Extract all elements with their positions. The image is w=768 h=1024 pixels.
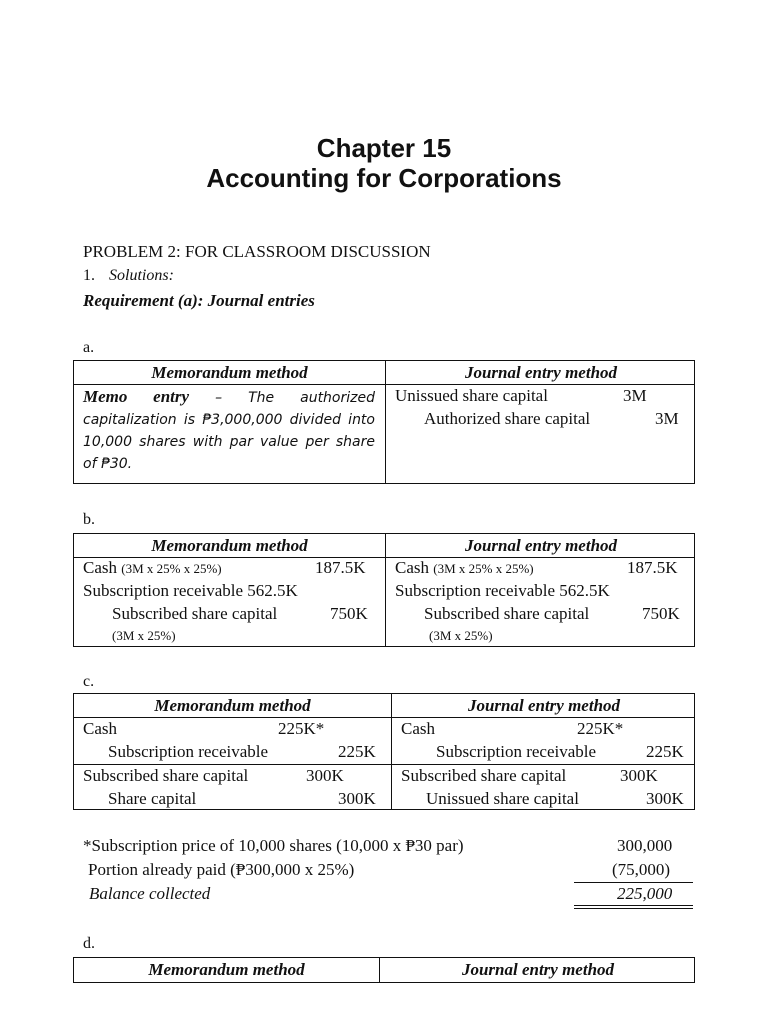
- table-b: [73, 533, 695, 647]
- header-journal: Journal entry method: [467, 696, 621, 715]
- memo-entry-bold: Memo entry: [83, 387, 190, 406]
- section-c-label: c.: [83, 673, 95, 690]
- journal-b-cash-note: (3M x 25% x 25%): [433, 561, 534, 576]
- header-memo: Memorandum method: [154, 696, 311, 715]
- journal-c-cash-amt: 225K*: [577, 719, 624, 738]
- memo-c-subrec: Subscription receivable: [108, 742, 269, 761]
- subtotal-rule: [574, 882, 693, 883]
- memo-b-cash-note: (3M x 25% x 25%): [121, 561, 222, 576]
- section-d-label: d.: [83, 935, 95, 952]
- journal-b-note: (3M x 25%): [429, 628, 493, 643]
- journal-c-unissued: Unissued share capital: [426, 789, 579, 808]
- memo-c-cash: Cash: [83, 719, 117, 738]
- memo-b-cash: [83, 558, 222, 578]
- memo-b-cash-label: Cash: [83, 558, 117, 577]
- computation-line1: *Subscription price of 10,000 shares (10,000 x ₱30 par): [83, 836, 464, 855]
- chapter-title: Accounting for Corporations: [206, 163, 562, 193]
- solutions-number: 1.: [83, 267, 95, 284]
- header-journal: Journal entry method: [461, 960, 615, 979]
- computation-line2: Portion already paid (₱300,000 x 25%): [88, 860, 355, 879]
- chapter-number: Chapter 15: [316, 133, 452, 163]
- requirement-heading: Requirement (a): Journal entries: [83, 291, 315, 310]
- memo-b-subcap: Subscribed share capital: [112, 604, 278, 623]
- journal-b-subrec: Subscription receivable 562.5K: [395, 581, 610, 600]
- memo-c-sharecap: Share capital: [108, 789, 197, 808]
- table-d: [73, 957, 695, 983]
- header-memo: Memorandum method: [151, 363, 308, 382]
- header-memo: Memorandum method: [151, 536, 308, 555]
- journal-c-subcap: Subscribed share capital: [401, 766, 567, 785]
- journal-c-subrec-amt: 225K: [646, 742, 684, 761]
- solutions-label: Solutions:: [109, 267, 174, 284]
- total-rule-2: [574, 908, 693, 909]
- journal-b-subcap-amt: 750K: [642, 604, 680, 623]
- journal-c-subcap-amt: 300K: [620, 766, 658, 785]
- memo-entry: [83, 386, 375, 475]
- computation-amt2: (75,000): [612, 860, 671, 879]
- section-a-label: a.: [83, 339, 95, 356]
- header-memo: Memorandum method: [148, 960, 305, 979]
- journal-a-line1: Unissued share capital: [395, 386, 548, 405]
- journal-b-cash: [395, 558, 534, 578]
- memo-c-subrec-amt: 225K: [338, 742, 376, 761]
- table-c: [73, 693, 695, 810]
- memo-c-subcap: Subscribed share capital: [83, 766, 249, 785]
- memo-b-subcap-amt: 750K: [330, 604, 368, 623]
- solutions-line: [83, 267, 174, 285]
- journal-c-unissued-amt: 300K: [646, 789, 684, 808]
- journal-c-subrec: Subscription receivable: [436, 742, 597, 761]
- table-a: [73, 360, 695, 484]
- journal-a-line2: Authorized share capital: [424, 409, 591, 428]
- memo-b-cash-amt: 187.5K: [315, 558, 366, 577]
- problem-heading: PROBLEM 2: FOR CLASSROOM DISCUSSION: [83, 242, 431, 261]
- memo-b-note: (3M x 25%): [112, 628, 176, 643]
- memo-b-subrec: Subscription receivable 562.5K: [83, 581, 298, 600]
- memo-entry-text: – The authorized capitalization is ₱3,000,000 divided into 10,000 shares with par value per share of ₱30.: [83, 390, 375, 472]
- journal-b-subcap: Subscribed share capital: [424, 604, 590, 623]
- memo-c-subcap-amt: 300K: [306, 766, 344, 785]
- header-journal: Journal entry method: [464, 536, 618, 555]
- section-b-label: b.: [83, 511, 95, 528]
- computation-amt1: 300,000: [617, 836, 673, 855]
- computation-amt3: 225,000: [617, 884, 673, 903]
- memo-c-sharecap-amt: 300K: [338, 789, 376, 808]
- computation-line3: Balance collected: [89, 884, 211, 903]
- journal-b-cash-amt: 187.5K: [627, 558, 678, 577]
- journal-a-amt1: 3M: [623, 386, 647, 405]
- journal-b-cash-label: Cash: [395, 558, 429, 577]
- journal-a-amt2: 3M: [655, 409, 679, 428]
- total-rule-1: [574, 905, 693, 906]
- journal-c-cash: Cash: [401, 719, 435, 738]
- header-journal: Journal entry method: [464, 363, 618, 382]
- memo-c-cash-amt: 225K*: [278, 719, 325, 738]
